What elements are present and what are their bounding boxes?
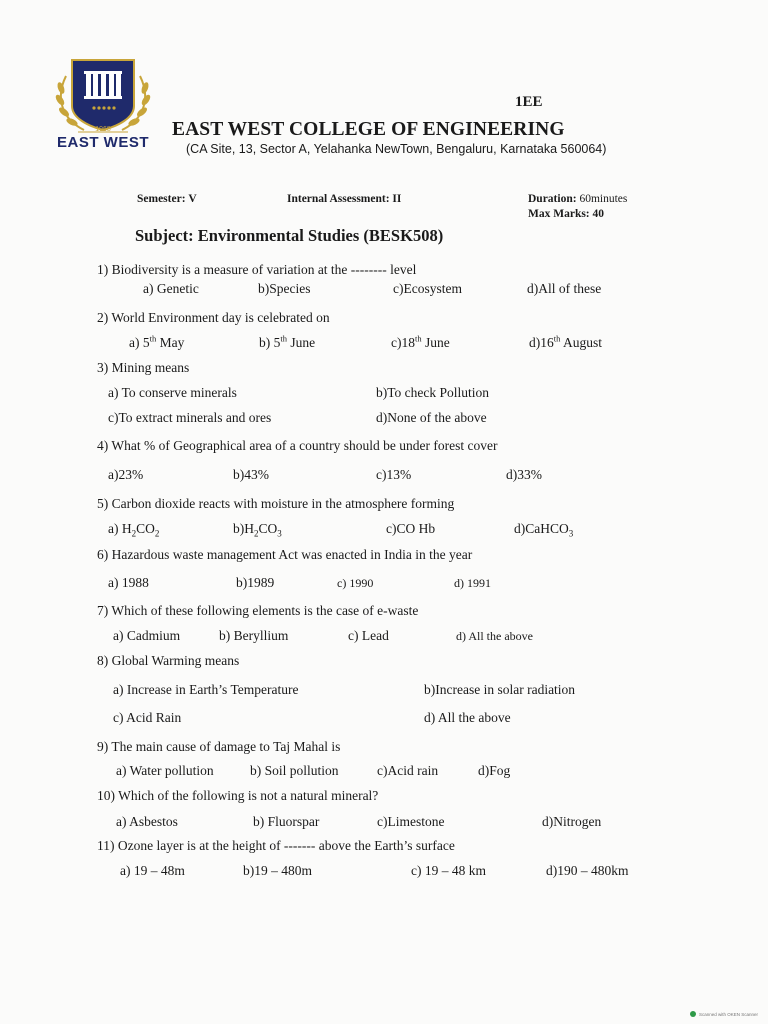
semester-value: V [188,193,197,205]
option: b)To check Pollution [376,385,490,400]
option: a) Genetic [143,281,199,296]
option: c)To extract minerals and ores [108,410,272,425]
duration [528,193,627,205]
option: b)Increase in solar radiation [424,682,576,697]
option: c)Acid rain [377,763,439,778]
option: a) 19 – 48m [120,863,185,878]
option: b)43% [233,467,269,482]
option: d)16th August [529,333,603,350]
option: a) Increase in Earth’s Temperature [113,682,299,697]
option: c) 1990 [337,576,374,590]
scanner-text: Scanned with OKEN Scanner [698,1011,758,1017]
option: d)CaHCO$_3$ [514,521,574,539]
subject-title: Subject: Environmental Studies (BESK508) [135,226,444,245]
option: c)18th June [391,333,450,350]
option: c)Limestone [377,814,445,829]
assessment-label: Internal Assessment: II [287,193,402,205]
question-text: 3) Mining means [97,360,190,375]
option: d) 1991 [454,576,491,590]
duration-label: Duration: [528,193,577,205]
option: c)CO Hb [386,521,436,536]
college-logo [48,56,158,156]
option: d)190 – 480km [546,863,629,878]
question-text: 11) Ozone layer is at the height of ------- above the Earth’s surface [97,838,455,853]
option: c) Acid Rain [113,710,182,725]
option: a)23% [108,467,144,482]
logo-name: EAST WEST [56,134,149,151]
option: a) 5th May [129,333,185,350]
option: b) Beryllium [219,628,289,643]
question-text: 2) World Environment day is celebrated on [97,310,330,325]
scanner-logo-icon [690,1011,696,1017]
college-name: EAST WEST COLLEGE OF ENGINEERING [172,119,565,140]
question-text: 8) Global Warming means [97,653,240,668]
question-text: 5) Carbon dioxide reacts with moisture in the atmosphere forming [97,496,455,511]
question-text: 7) Which of these following elements is the case of e-waste [97,603,419,618]
option: d)33% [506,467,542,482]
college-address: (CA Site, 13, Sector A, Yelahanka NewTown, Bengaluru, Karnataka 560064) [186,142,607,156]
scanner-watermark [690,1011,758,1017]
option: c)Ecosystem [393,281,462,296]
option: d) All the above [456,629,533,643]
option: a) To conserve minerals [108,385,237,400]
option: $b)H_2CO_3$ [233,521,282,539]
option: b)1989 [236,575,275,590]
paper-code: 1EE [515,94,543,110]
duration-value: 60minutes [579,193,628,205]
option: d)Fog [478,763,511,778]
option: a) Asbestos [116,814,178,829]
option: d) All the above [424,710,511,725]
question-text: 4) What % of Geographical area of a country should be under forest cover [97,438,498,453]
option: a) Water pollution [116,763,214,778]
max-marks-label: Max Marks: 40 [528,208,605,220]
option: b)Species [258,281,311,296]
option: a) 1988 [108,575,149,590]
option: a) Cadmium [113,628,181,643]
logo-year: 1968 [95,126,111,133]
option: c) 19 – 48 km [411,863,486,878]
option: d)All of these [527,281,602,296]
question-text: 1) Biodiversity is a measure of variation at the -------- level [97,262,417,277]
option: a) $H_2CO_2$ [108,521,160,539]
option: b) Fluorspar [253,814,320,829]
question-text: 10) Which of the following is not a natural mineral? [97,788,379,803]
option: d)Nitrogen [542,814,602,829]
max-marks [528,208,604,220]
question-text: 9) The main cause of damage to Taj Mahal is [97,739,341,754]
semester [137,193,197,205]
option: d)None of the above [376,410,487,425]
option: b) Soil pollution [250,763,339,778]
semester-label: Semester: [137,193,186,205]
option: b)19 – 480m [243,863,312,878]
option: c)13% [376,467,412,482]
assessment [287,193,401,205]
option: b) 5th June [259,333,316,350]
question-text: 6) Hazardous waste management Act was enacted in India in the year [97,547,473,562]
option: c) Lead [348,628,389,643]
